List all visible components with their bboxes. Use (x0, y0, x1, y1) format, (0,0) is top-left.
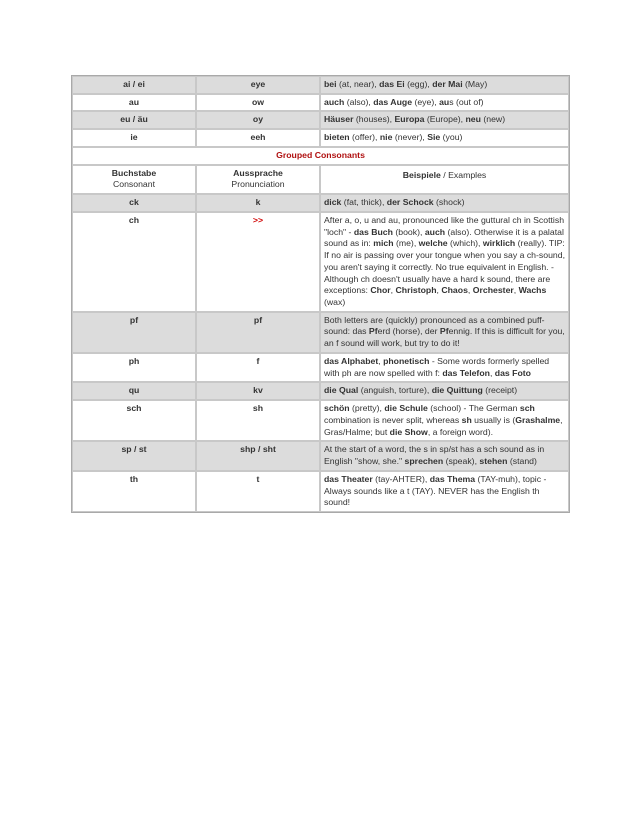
example-word: das Auge (373, 96, 413, 107)
example-text: , (513, 285, 519, 296)
example-text: (eye), (412, 96, 440, 107)
vowel-rows (72, 76, 569, 147)
example-text: (also), (344, 96, 374, 107)
example-word: mich (373, 238, 394, 249)
example-word: das Buch (353, 226, 393, 237)
example-word: auch (324, 96, 345, 107)
example-text: , (390, 285, 396, 296)
example-text: (fat, thick), (341, 197, 387, 208)
example-word: bei (324, 79, 337, 89)
example-text: (tay-AHTER), (372, 473, 430, 484)
examples-cell (320, 353, 569, 382)
example-word: das Theater (324, 473, 373, 484)
example-text: (houses), (353, 114, 395, 125)
pronunciation-cell: kv (196, 382, 320, 400)
letter-cell: sch (72, 400, 196, 441)
example-text: (egg), (404, 79, 433, 89)
example-word: sh (461, 414, 472, 425)
example-word: wirklich (482, 238, 516, 249)
example-text: (at, near), (336, 79, 380, 89)
table-row (72, 76, 569, 94)
letter-cell: th (72, 471, 196, 512)
pronunciation-cell: f (196, 353, 320, 382)
example-word: Grashalme (515, 414, 561, 425)
example-word: nie (379, 132, 393, 143)
example-word: Häuser (324, 114, 354, 125)
table-row (72, 129, 569, 147)
header-letter (72, 165, 196, 194)
example-word: auch (424, 226, 446, 237)
table-row (72, 400, 569, 441)
examples-cell (320, 111, 569, 129)
example-word: Chor (370, 285, 391, 296)
example-word: das Foto (494, 367, 531, 378)
example-text: ennig. If this is difficult for you, an f sound will work, but try to do it! (324, 326, 565, 349)
example-text: (also). Otherwise it is a palatal sound as in: (324, 226, 564, 249)
header-pronunciation-de: Aussprache (233, 167, 283, 178)
example-word: Sie (427, 132, 441, 143)
example-text: (receipt) (482, 385, 518, 396)
example-text: (TAY-muh), topic - Always sounds like a t (TAY). NEVER has the English th sound! (324, 473, 547, 508)
table-row (72, 353, 569, 382)
example-word: das Telefon (442, 367, 490, 378)
pronunciation-table (71, 75, 570, 513)
example-word: au (439, 96, 450, 107)
example-text: , (489, 367, 495, 378)
header-examples-de: Beispiele (402, 169, 441, 180)
table-row (72, 194, 569, 212)
example-text: - Some words formerly spelled with ph are now spelled with f: (324, 355, 550, 378)
examples-cell (320, 94, 569, 112)
pronunciation-cell: k (196, 194, 320, 212)
example-text: (new) (480, 114, 506, 125)
example-text: (wax) (324, 297, 346, 308)
example-word: das Ei (379, 79, 405, 89)
examples-cell (320, 212, 569, 312)
pronunciation-cell: eye (196, 76, 320, 94)
example-word: bieten (324, 132, 350, 143)
examples-cell (320, 382, 569, 400)
example-word: welche (418, 238, 448, 249)
example-word: die Qual (324, 385, 359, 396)
section-row (72, 147, 569, 165)
example-text: , (436, 285, 442, 296)
header-examples (320, 165, 569, 194)
table-row (72, 312, 569, 353)
example-text: erd (horse), der (377, 326, 440, 337)
example-word: die Show (389, 426, 428, 437)
example-word: der Mai (432, 79, 463, 89)
letter-cell: pf (72, 312, 196, 353)
table-row (72, 382, 569, 400)
example-word: die Quittung (431, 385, 483, 396)
example-text: (school) - The German (427, 403, 520, 414)
table-row (72, 212, 569, 312)
table-row (72, 441, 569, 470)
letter-cell: sp / st (72, 441, 196, 470)
example-text: (which), (447, 238, 483, 249)
letter-cell: ph (72, 353, 196, 382)
examples-cell (320, 471, 569, 512)
header-letter-en: Consonant (112, 179, 156, 190)
letter-cell: ie (72, 129, 196, 147)
example-text: , (378, 355, 384, 366)
section-title: Grouped Consonants (72, 147, 569, 165)
example-word: Europa (394, 114, 425, 125)
header-pronunciation-en: Pronunciation (231, 179, 285, 190)
header-letter-de: Buchstabe (111, 167, 157, 178)
example-word: stehen (479, 456, 508, 467)
pronunciation-cell: eeh (196, 129, 320, 147)
letter-cell: au (72, 94, 196, 112)
example-word: Christoph (395, 285, 437, 296)
example-word: phonetisch (383, 355, 430, 366)
pronunciation-cell: sh (196, 400, 320, 441)
pronunciation-cell: oy (196, 111, 320, 129)
pronunciation-cell: t (196, 471, 320, 512)
examples-cell (320, 76, 569, 94)
examples-cell (320, 194, 569, 212)
example-text: combination is never split, whereas (324, 414, 462, 425)
example-word: sch (519, 403, 535, 414)
examples-cell (320, 400, 569, 441)
example-text: (you) (440, 132, 463, 143)
consonant-rows (72, 194, 569, 512)
example-word: Chaos (441, 285, 468, 296)
header-row (72, 165, 569, 194)
example-word: Wachs (518, 285, 547, 296)
pronunciation-cell: ow (196, 94, 320, 112)
example-text: , Gras/Halme; but (324, 414, 563, 437)
table-row (72, 111, 569, 129)
example-text: Both letters are (quickly) pronounced as a combined puff-sound: das (324, 314, 545, 337)
example-word: das Alphabet (324, 355, 379, 366)
example-text: (really). TIP: If no air is passing over your tongue when you say a ch-sound, you aren't saying it correctly. No true equivalent in English. - Although ch doesn't usually have a hard k sound, there are exceptions: (324, 238, 565, 296)
example-text: (pretty), (349, 403, 385, 414)
example-text: , (467, 285, 473, 296)
example-word: dick (324, 197, 342, 208)
pronunciation-cell: pf (196, 312, 320, 353)
examples-cell (320, 312, 569, 353)
example-text: (book), (392, 226, 425, 237)
examples-cell (320, 129, 569, 147)
example-word: sprechen (404, 456, 444, 467)
example-word: schön (324, 403, 350, 414)
pronunciation-cell: shp / sht (196, 441, 320, 470)
example-word: der Schock (386, 197, 434, 208)
example-text: , a foreign word). (427, 426, 493, 437)
example-text: s (out of) (449, 96, 484, 107)
example-text: At the start of a word, the s in sp/st has a sch sound as in English "show, she." (324, 444, 545, 467)
table-row (72, 94, 569, 112)
header-pronunciation (196, 165, 320, 194)
letter-cell: ch (72, 212, 196, 312)
example-text: usually is ( (471, 414, 516, 425)
letter-cell: eu / äu (72, 111, 196, 129)
example-text: (stand) (507, 456, 537, 467)
example-word: neu (465, 114, 481, 125)
pronunciation-cell: >> (196, 212, 320, 312)
header-examples-en: / Examples (440, 169, 487, 180)
example-text: (me), (393, 238, 419, 249)
letter-cell: ai / ei (72, 76, 196, 94)
example-word: Pf (368, 326, 378, 337)
example-text: (May) (462, 79, 488, 89)
letter-cell: qu (72, 382, 196, 400)
example-text: (speak), (443, 456, 480, 467)
example-word: das Thema (429, 473, 476, 484)
example-text: (Europe), (424, 114, 466, 125)
example-text: (never), (392, 132, 428, 143)
table-row (72, 471, 569, 512)
example-text: After a, o, u and au, pronounced like the guttural ch in Scottish "loch" - (324, 214, 565, 237)
examples-cell (320, 441, 569, 470)
example-word: Pf (439, 326, 449, 337)
example-word: Orchester (472, 285, 514, 296)
example-text: (offer), (349, 132, 380, 143)
example-word: die Schule (384, 403, 428, 414)
example-text: (shock) (433, 197, 465, 208)
letter-cell: ck (72, 194, 196, 212)
example-text: (anguish, torture), (358, 385, 432, 396)
